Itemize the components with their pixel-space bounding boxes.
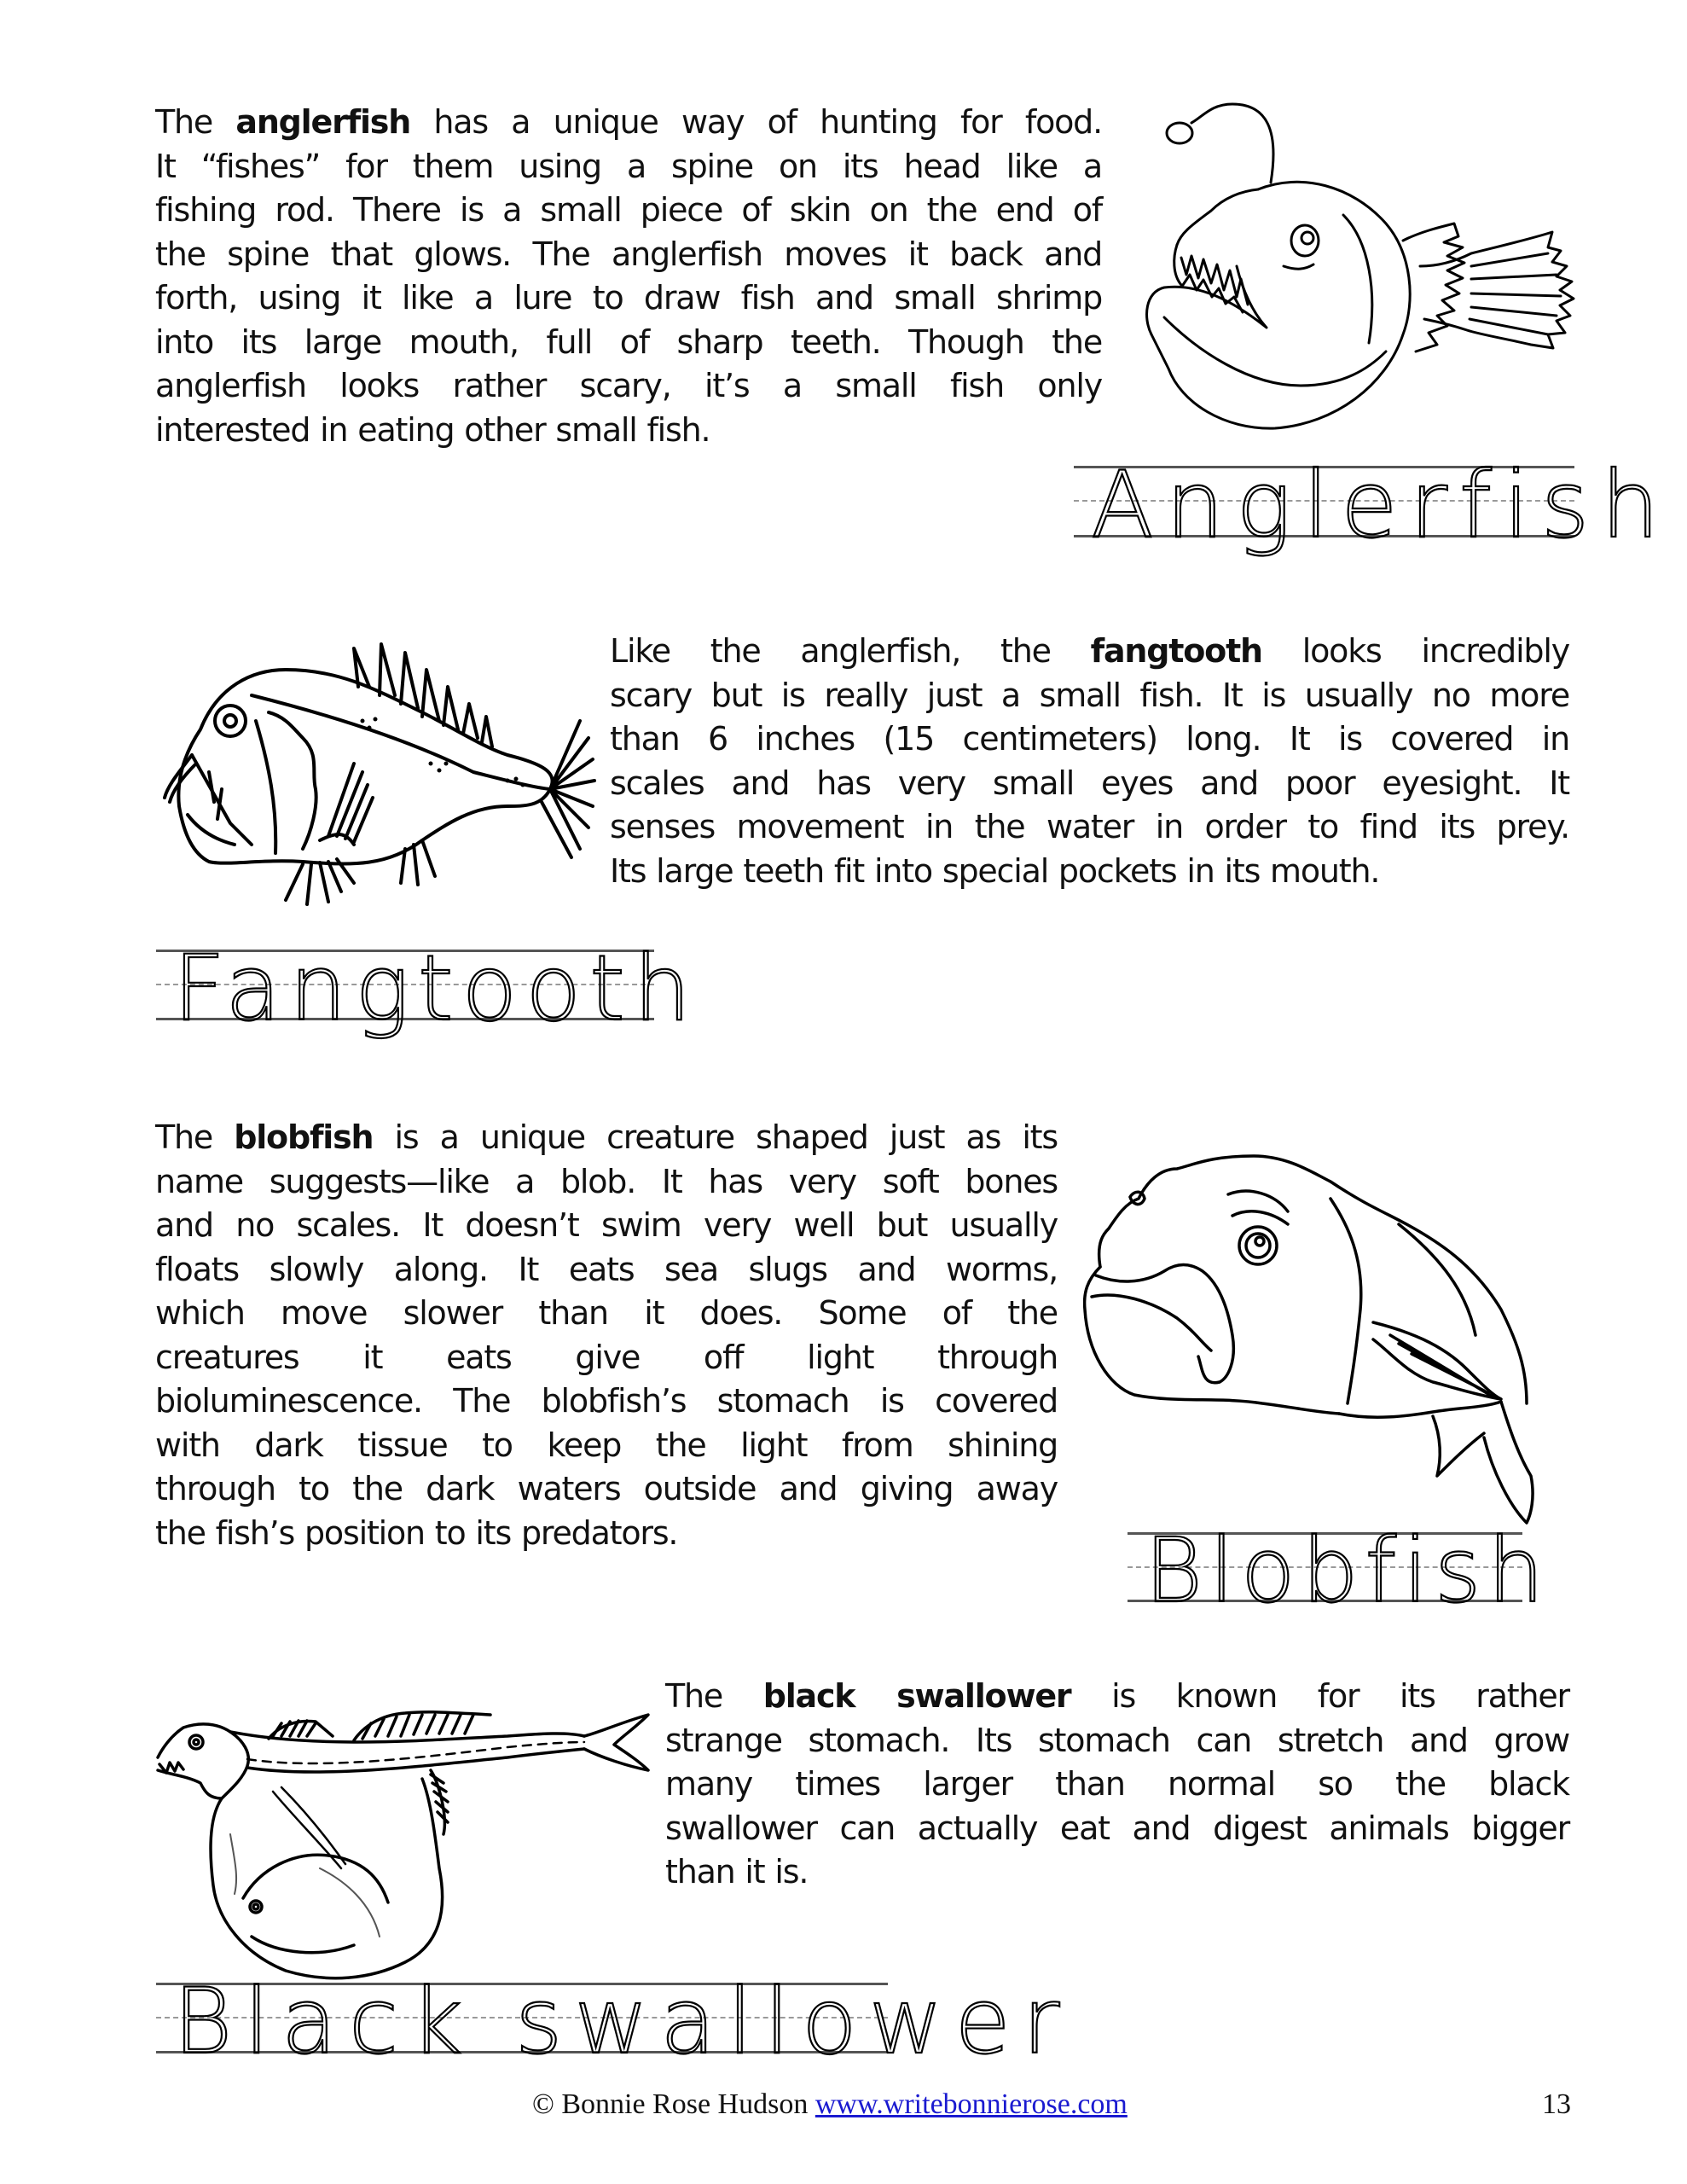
text-line: interested in eating other small fish.: [155, 410, 710, 449]
website-link[interactable]: www.writebonnierose.com: [815, 2088, 1128, 2120]
fangtooth-illustration: [149, 636, 601, 917]
text-line: senses movement in the water in order to find its prey.: [610, 808, 1569, 845]
bold-term: fangtooth: [1090, 632, 1262, 670]
text-line: name suggests—like a blob. It has very soft bones: [155, 1162, 1058, 1200]
tracing-guide-anglerfish: [1074, 452, 1672, 560]
tracing-word: Anglerfish: [1091, 452, 1672, 559]
text-line: than it is.: [665, 1853, 809, 1891]
bold-term: black swallower: [762, 1677, 1071, 1715]
text-line: many times larger than normal so the black: [665, 1765, 1569, 1803]
text-line: the spine that glows. The anglerfish moves it back and: [155, 235, 1102, 273]
text-line: The anglerfish has a unique way of hunting for food.: [155, 103, 1102, 141]
text-line: than 6 inches (15 centimeters) long. It is covered in: [610, 720, 1569, 758]
copyright-notice: [532, 2088, 1128, 2121]
text-line: anglerfish looks rather scary, it’s a small fish only: [155, 367, 1102, 404]
text-line: strange stomach. Its stomach can stretch and grow: [665, 1721, 1569, 1759]
text-line: scary but is really just a small fish. It is usually no more: [610, 676, 1569, 714]
text-line: The blobfish is a unique creature shaped just as its: [155, 1118, 1058, 1156]
black-swallower-illustration: [149, 1698, 652, 1988]
anglerfish-paragraph: [155, 101, 1102, 452]
text-line: into its large mouth, full of sharp teeth. Though the: [155, 322, 1102, 361]
text-line: floats slowly along. It eats sea slugs and worms,: [155, 1250, 1058, 1288]
fangtooth-paragraph: [610, 630, 1569, 893]
text-line: and no scales. It doesn’t swim very well but usually: [155, 1206, 1058, 1244]
text-line: The black swallower is known for its rather: [665, 1677, 1569, 1715]
text-line: creatures it eats give off light through: [155, 1338, 1058, 1376]
tracing-word: Black swallower: [173, 1969, 1072, 2074]
blobfish-paragraph: [155, 1116, 1058, 1555]
tracing-guide-black-swallower: [156, 1969, 1072, 2074]
text-line: scales and has very small eyes and poor eyesight. It: [610, 764, 1569, 802]
text-line: the fish’s position to its predators.: [155, 1513, 678, 1552]
black-swallower-paragraph: [665, 1675, 1569, 1895]
tracing-word: Blobfish: [1145, 1519, 1551, 1623]
page-number: 13: [1542, 2088, 1571, 2120]
tracing-guide-fangtooth: [156, 936, 699, 1043]
text-line: which move slower than it does. Some of the: [155, 1294, 1058, 1332]
bold-term: blobfish: [234, 1118, 374, 1156]
blobfish-illustration: [1083, 1130, 1578, 1527]
anglerfish-illustration: [1130, 96, 1582, 445]
text-line: It “fishes” for them using a spine on its head like a: [155, 147, 1102, 185]
text-line: swallower can actually eat and digest animals bigger: [665, 1809, 1569, 1847]
text-line: bioluminescence. The blobfish’s stomach is covered: [155, 1382, 1058, 1420]
text-line: fishing rod. There is a small piece of skin on the end of: [155, 191, 1102, 229]
tracing-guide-blobfish: [1128, 1519, 1551, 1626]
text-line: with dark tissue to keep the light from shining: [155, 1426, 1058, 1464]
copyright-text: © Bonnie Rose Hudson: [532, 2088, 815, 2120]
text-line: forth, using it like a lure to draw fish and small shrimp: [155, 279, 1102, 317]
text-line: Its large teeth fit into special pockets in its mouth.: [610, 851, 1380, 890]
tracing-word: Fangtooth: [173, 936, 699, 1041]
text-line: Like the anglerfish, the fangtooth looks incredibly: [610, 632, 1570, 670]
bold-term: anglerfish: [235, 103, 411, 141]
text-line: through to the dark waters outside and giving away: [155, 1470, 1058, 1507]
